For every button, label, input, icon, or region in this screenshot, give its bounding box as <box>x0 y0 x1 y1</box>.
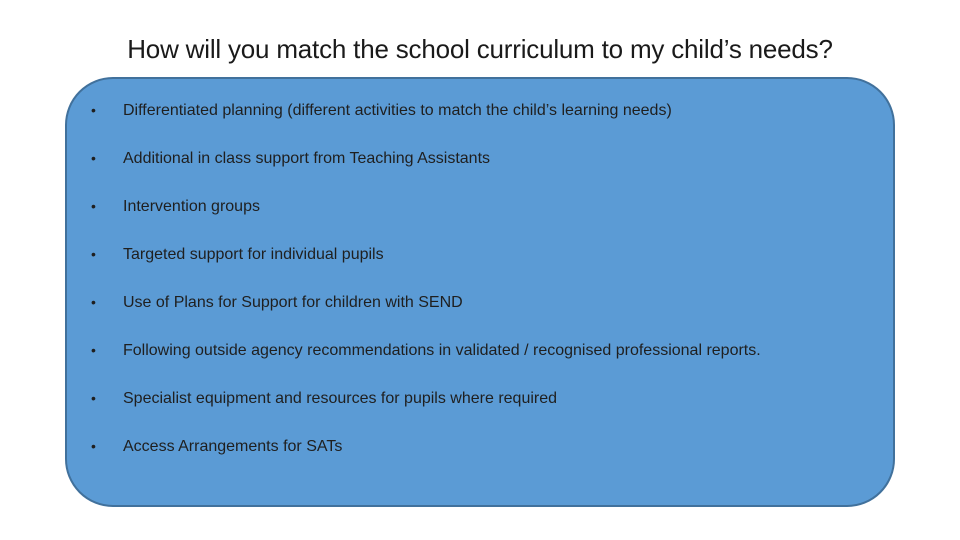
list-item <box>91 390 881 438</box>
content-panel <box>65 77 895 507</box>
list-item-text: Additional in class support from Teaching Assistants <box>123 150 491 167</box>
bullet-icon: • <box>91 198 96 214</box>
bullet-list <box>91 102 881 486</box>
slide-title: How will you match the school curriculum to my child’s needs? <box>127 34 833 64</box>
list-item-text: Use of Plans for Support for children with SEND <box>123 294 463 311</box>
bullet-icon: • <box>91 102 96 118</box>
bullet-icon: • <box>91 150 96 166</box>
bullet-icon: • <box>91 342 96 358</box>
list-item <box>91 342 881 390</box>
list-item-text: Specialist equipment and resources for pupils where required <box>123 390 558 407</box>
bullet-icon: • <box>91 438 96 454</box>
bullet-icon: • <box>91 390 96 406</box>
bullet-icon: • <box>91 246 96 262</box>
list-item-text: Differentiated planning (different activities to match the child’s learning needs) <box>123 102 672 119</box>
list-item-text: Following outside agency recommendations in validated / recognised professional reports. <box>123 342 761 359</box>
list-item <box>91 198 881 246</box>
list-item <box>91 294 881 342</box>
bullet-icon: • <box>91 294 96 310</box>
list-item-text: Access Arrangements for SATs <box>123 438 343 455</box>
list-item-text: Targeted support for individual pupils <box>123 246 384 263</box>
list-item-text: Intervention groups <box>123 198 260 215</box>
list-item <box>91 438 881 486</box>
list-item <box>91 246 881 294</box>
list-item <box>91 150 881 198</box>
list-item <box>91 102 881 150</box>
